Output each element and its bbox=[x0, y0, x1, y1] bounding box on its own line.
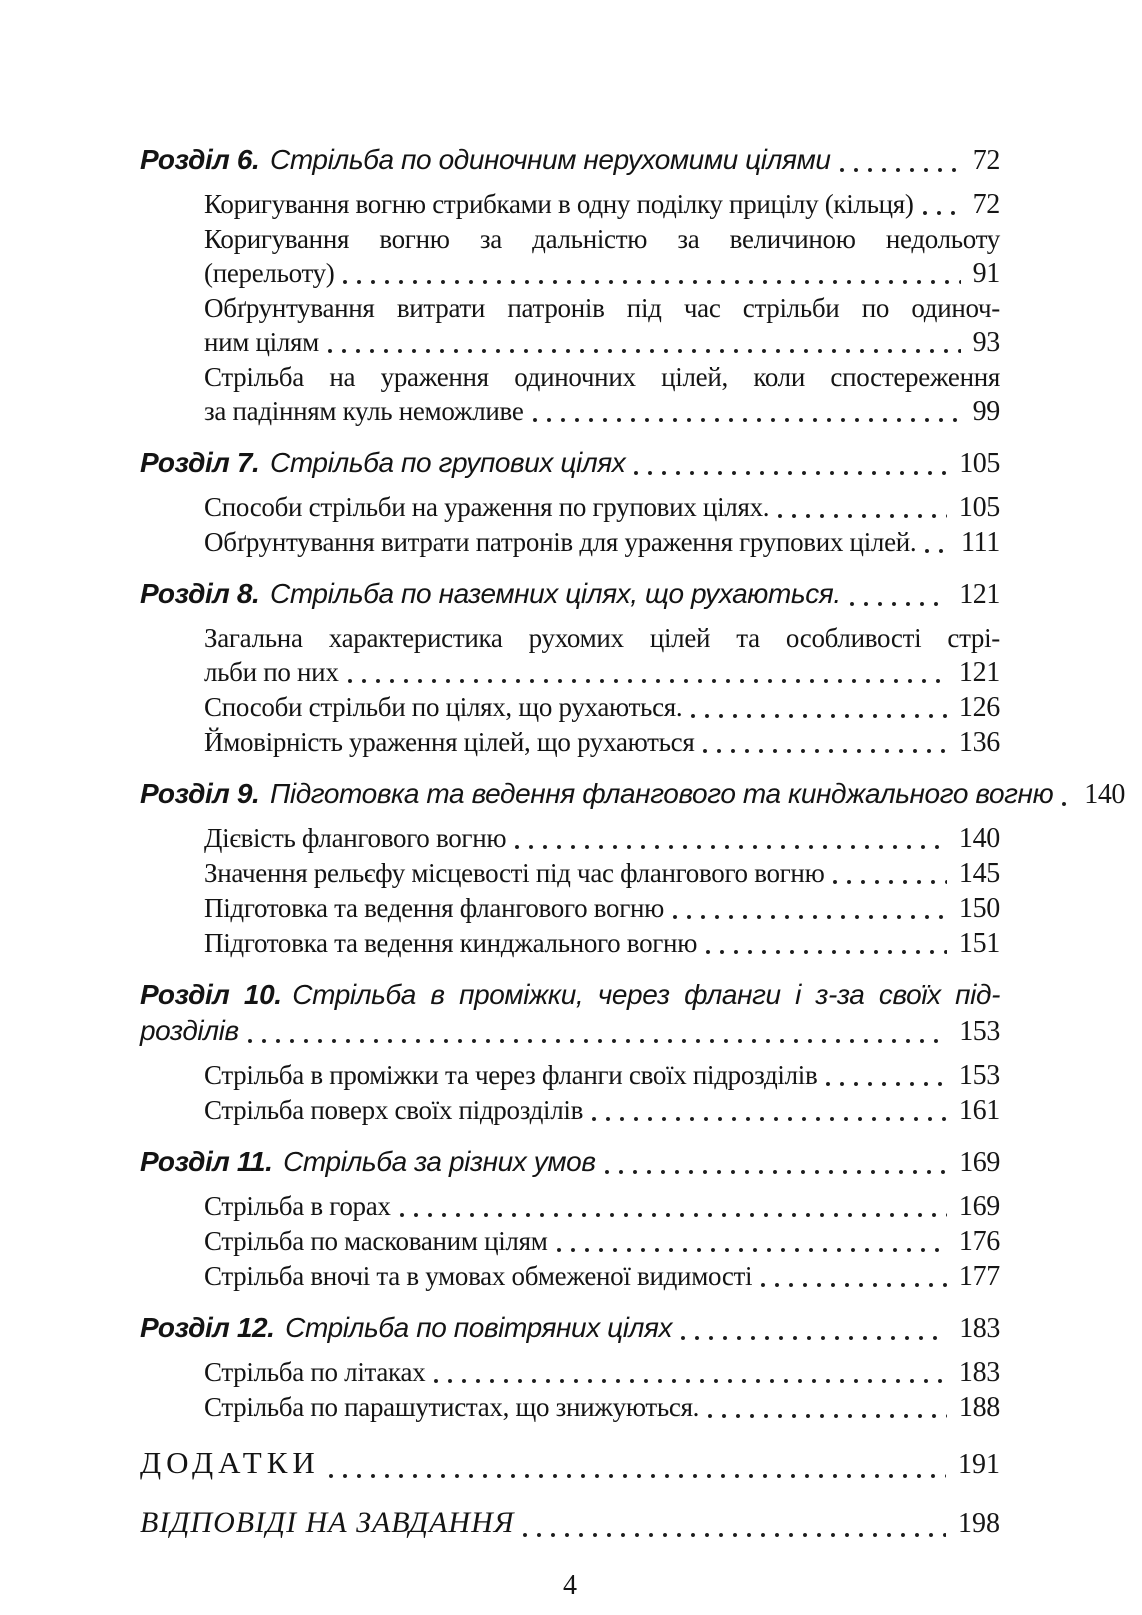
page-number: 72 bbox=[972, 189, 1000, 220]
chapter-heading bbox=[140, 445, 1000, 482]
dot-leader bbox=[523, 1503, 946, 1544]
toc-item-line bbox=[204, 360, 1000, 394]
page-number: 121 bbox=[958, 657, 1000, 688]
item-text: льби по них bbox=[204, 657, 339, 687]
toc-item-line bbox=[204, 655, 1000, 690]
chapter-heading-text bbox=[140, 776, 1053, 812]
item-text: Стрільба в горах bbox=[204, 1191, 391, 1221]
toc-item-line bbox=[204, 525, 1000, 560]
chapter-label: Розділ 12. bbox=[140, 1312, 275, 1343]
chapter-heading bbox=[140, 1310, 1000, 1347]
toc-item-line bbox=[204, 856, 1000, 891]
chapter-heading-text bbox=[140, 979, 1000, 1010]
item-text: Стрільба в проміжки та через фланги своїх підрозділів bbox=[204, 1060, 818, 1090]
dot-leader bbox=[328, 325, 961, 360]
item-text: Значення рельєфу місцевості під час флангового вогню bbox=[204, 858, 825, 888]
dot-leader bbox=[708, 1390, 947, 1425]
chapter-title: Стрільба по групових цілях bbox=[270, 447, 626, 478]
dot-leader bbox=[634, 445, 947, 482]
item-text: Стрільба по літаках bbox=[204, 1357, 426, 1387]
page-number: 121 bbox=[959, 579, 1000, 610]
toc-item-line bbox=[204, 621, 1000, 655]
toc-item bbox=[204, 1058, 1000, 1093]
chapter-title: Підготовка та ведення флангового та кинджального вогню bbox=[270, 778, 1054, 809]
toc-item-line bbox=[204, 725, 1000, 760]
page-number: 198 bbox=[958, 1508, 1000, 1539]
dot-leader bbox=[557, 1224, 947, 1259]
item-text: за падінням куль неможливе bbox=[204, 396, 524, 426]
dot-leader bbox=[400, 1189, 947, 1224]
dot-leader bbox=[592, 1093, 947, 1128]
item-text: Стрільба вночі та в умовах обмеженої видимості bbox=[204, 1261, 753, 1291]
toc-chapter bbox=[140, 1310, 1000, 1425]
item-text: Способи стрільби по цілях, що рухаються. bbox=[204, 692, 683, 722]
toc-item-line bbox=[204, 291, 1000, 325]
chapter-items bbox=[140, 1058, 1000, 1128]
item-text: Коригування вогню за дальністю за величиною недольоту bbox=[204, 224, 1000, 254]
chapter-title: Стрільба в проміжки, через фланги і з-за своїх під- bbox=[292, 979, 1001, 1010]
toc-chapter bbox=[140, 977, 1000, 1128]
dot-leader bbox=[761, 1259, 947, 1294]
chapter-heading-line bbox=[140, 576, 1000, 613]
chapter-label: Розділ 7. bbox=[140, 447, 260, 478]
answers-label: ВІДПОВІДІ НА ЗАВДАННЯ bbox=[140, 1506, 515, 1539]
page-number: 188 bbox=[958, 1392, 1000, 1423]
chapter-heading-line bbox=[140, 977, 1000, 1013]
page-number: 150 bbox=[958, 893, 1000, 924]
toc-item bbox=[204, 926, 1000, 961]
chapter-heading-line bbox=[140, 1013, 1000, 1050]
page-number: 136 bbox=[958, 727, 1000, 758]
toc-item-line bbox=[204, 325, 1000, 360]
chapter-title-continued: розділів bbox=[140, 1015, 239, 1046]
appendix-entry bbox=[140, 1443, 1000, 1485]
toc-item bbox=[204, 1259, 1000, 1294]
chapter-label: Розділ 9. bbox=[140, 778, 260, 809]
page-footer bbox=[140, 1570, 1000, 1602]
toc-item bbox=[204, 856, 1000, 891]
chapter-label: Розділ 10. bbox=[140, 979, 282, 1010]
item-text: Стрільба по маскованим цілям bbox=[204, 1226, 548, 1256]
chapter-heading-line bbox=[140, 445, 1000, 482]
toc-item-line bbox=[204, 1189, 1000, 1224]
chapter-heading bbox=[140, 977, 1000, 1050]
item-text: Стрільба на ураження одиночних цілей, коли спостереження bbox=[204, 362, 1000, 392]
chapter-heading bbox=[140, 776, 1126, 813]
dot-leader bbox=[850, 576, 947, 613]
page-number: 176 bbox=[958, 1226, 1000, 1257]
toc-item bbox=[204, 1390, 1000, 1425]
table-of-contents bbox=[140, 142, 1126, 1544]
toc-item bbox=[204, 490, 1000, 525]
toc-chapter bbox=[140, 142, 1000, 429]
chapter-items bbox=[140, 821, 1000, 961]
dot-leader bbox=[343, 256, 960, 291]
toc-item bbox=[204, 222, 1000, 291]
toc-item-line bbox=[204, 256, 1000, 291]
toc-item bbox=[204, 291, 1000, 360]
chapter-items bbox=[140, 621, 1000, 760]
dot-leader bbox=[673, 891, 947, 926]
page-number: 91 bbox=[972, 258, 1000, 289]
toc-item bbox=[204, 1355, 1000, 1390]
page-number: 93 bbox=[972, 327, 1000, 358]
dot-leader bbox=[840, 142, 961, 179]
page-number: 72 bbox=[972, 145, 1000, 176]
chapter-items bbox=[140, 187, 1000, 429]
chapter-heading-text bbox=[140, 1013, 239, 1049]
toc-chapter bbox=[140, 445, 1000, 560]
footer-page-number: 4 bbox=[563, 1570, 577, 1601]
toc-item-line bbox=[204, 1224, 1000, 1259]
toc-item-line bbox=[204, 1093, 1000, 1128]
toc-item bbox=[204, 821, 1000, 856]
chapter-items bbox=[140, 1355, 1000, 1425]
page-number: 105 bbox=[959, 448, 1000, 479]
chapter-title: Стрільба по наземних цілях, що рухаються. bbox=[270, 578, 841, 609]
dot-leader bbox=[348, 655, 947, 690]
page-number: 105 bbox=[958, 492, 1000, 523]
toc-item-line bbox=[204, 1355, 1000, 1390]
page-number: 111 bbox=[960, 527, 1000, 558]
item-text: Ймовірність ураження цілей, що рухаються bbox=[204, 727, 695, 757]
toc-item-line bbox=[204, 1058, 1000, 1093]
chapter-heading-line bbox=[140, 142, 1000, 179]
chapter-heading bbox=[140, 1144, 1000, 1181]
toc-item bbox=[204, 725, 1000, 760]
toc-item-line bbox=[204, 821, 1000, 856]
item-text: Способи стрільби на ураження по групових цілях. bbox=[204, 492, 770, 522]
page-number: 161 bbox=[958, 1095, 1000, 1126]
page-number: 177 bbox=[958, 1261, 1000, 1292]
chapter-heading-line bbox=[140, 1310, 1000, 1347]
toc-item bbox=[204, 1224, 1000, 1259]
chapter-title: Стрільба по одиночним нерухомими цілями bbox=[270, 144, 831, 175]
page-number: 126 bbox=[958, 692, 1000, 723]
appendix-label: ДОДАТКИ bbox=[140, 1445, 320, 1480]
page-number: 191 bbox=[958, 1449, 1000, 1480]
dot-leader bbox=[833, 856, 946, 891]
toc-chapter bbox=[140, 576, 1000, 760]
chapter-heading-text bbox=[140, 445, 625, 481]
chapter-heading bbox=[140, 142, 1000, 179]
item-text: Стрільба по парашутистах, що знижуються. bbox=[204, 1392, 700, 1422]
toc-item bbox=[204, 360, 1000, 429]
page-number: 183 bbox=[959, 1313, 1000, 1344]
chapter-heading-line bbox=[140, 776, 1126, 813]
dot-leader bbox=[691, 690, 947, 725]
chapter-heading-text bbox=[140, 1144, 596, 1180]
item-text: ним цілям bbox=[204, 327, 319, 357]
dot-leader bbox=[434, 1355, 947, 1390]
item-text: Коригування вогню стрибками в одну поділку прицілу (кільця) bbox=[204, 189, 914, 219]
page-number: 153 bbox=[958, 1060, 1000, 1091]
toc-item-line bbox=[204, 926, 1000, 961]
item-text: Дієвість флангового вогню bbox=[204, 823, 507, 853]
item-text: Загальна характеристика рухомих цілей та особливості стрі- bbox=[204, 623, 1000, 653]
chapter-items bbox=[140, 1189, 1000, 1294]
toc-item bbox=[204, 525, 1000, 560]
toc-item bbox=[204, 1189, 1000, 1224]
dot-leader bbox=[706, 926, 947, 961]
page-number: 99 bbox=[972, 396, 1000, 427]
chapter-title: Стрільба по повітряних цілях bbox=[285, 1312, 673, 1343]
dot-leader bbox=[515, 821, 947, 856]
toc-item-line bbox=[204, 187, 1000, 222]
toc-item bbox=[204, 1093, 1000, 1128]
toc-item-line bbox=[204, 891, 1000, 926]
toc-item-line bbox=[204, 690, 1000, 725]
toc-item-line bbox=[204, 490, 1000, 525]
item-text: Підготовка та ведення флангового вогню bbox=[204, 893, 664, 923]
chapter-heading-line bbox=[140, 1144, 1000, 1181]
chapter-label: Розділ 11. bbox=[140, 1146, 273, 1177]
dot-leader bbox=[605, 1144, 948, 1181]
page-number: 169 bbox=[958, 1191, 1000, 1222]
dot-leader bbox=[778, 490, 947, 525]
dot-leader bbox=[533, 394, 961, 429]
answers-entry bbox=[140, 1503, 1000, 1544]
toc-item bbox=[204, 621, 1000, 690]
page-number: 151 bbox=[958, 928, 1000, 959]
toc-chapter bbox=[140, 1144, 1000, 1294]
page-number: 140 bbox=[958, 823, 1000, 854]
toc-item-line bbox=[204, 1259, 1000, 1294]
chapter-heading-text bbox=[140, 576, 841, 612]
item-text: Підготовка та ведення кинджального вогню bbox=[204, 928, 698, 958]
page-number: 183 bbox=[958, 1357, 1000, 1388]
toc-chapter bbox=[140, 776, 1126, 961]
chapter-label: Розділ 8. bbox=[140, 578, 260, 609]
dot-leader bbox=[248, 1013, 948, 1050]
dot-leader bbox=[703, 725, 946, 760]
toc-item-line bbox=[204, 222, 1000, 256]
dot-leader bbox=[681, 1310, 947, 1347]
dot-leader bbox=[826, 1058, 946, 1093]
toc-item bbox=[204, 891, 1000, 926]
dot-leader bbox=[923, 187, 961, 222]
chapter-title: Стрільба за різних умов bbox=[283, 1146, 596, 1177]
toc-item-line bbox=[204, 1390, 1000, 1425]
item-text: (перельоту) bbox=[204, 258, 335, 288]
toc-item bbox=[204, 690, 1000, 725]
dot-leader bbox=[925, 525, 949, 560]
chapter-label: Розділ 6. bbox=[140, 144, 260, 175]
item-text: Стрільба поверх своїх підрозділів bbox=[204, 1095, 584, 1125]
item-text: Обґрунтування витрати патронів під час стрільби по одиноч- bbox=[204, 293, 1000, 323]
chapter-heading-text bbox=[140, 142, 831, 178]
dot-leader bbox=[1062, 776, 1072, 813]
dot-leader bbox=[329, 1443, 946, 1485]
page-number: 153 bbox=[959, 1016, 1000, 1047]
item-text: Обґрунтування витрати патронів для ураження групових цілей. bbox=[204, 527, 917, 557]
chapter-heading-text bbox=[140, 1310, 672, 1346]
page-number: 169 bbox=[959, 1147, 1000, 1178]
chapter-heading bbox=[140, 576, 1000, 613]
chapter-items bbox=[140, 490, 1000, 560]
toc-item bbox=[204, 187, 1000, 222]
toc-item-line bbox=[204, 394, 1000, 429]
page-number: 140 bbox=[1084, 779, 1126, 810]
page-number: 145 bbox=[958, 858, 1000, 889]
